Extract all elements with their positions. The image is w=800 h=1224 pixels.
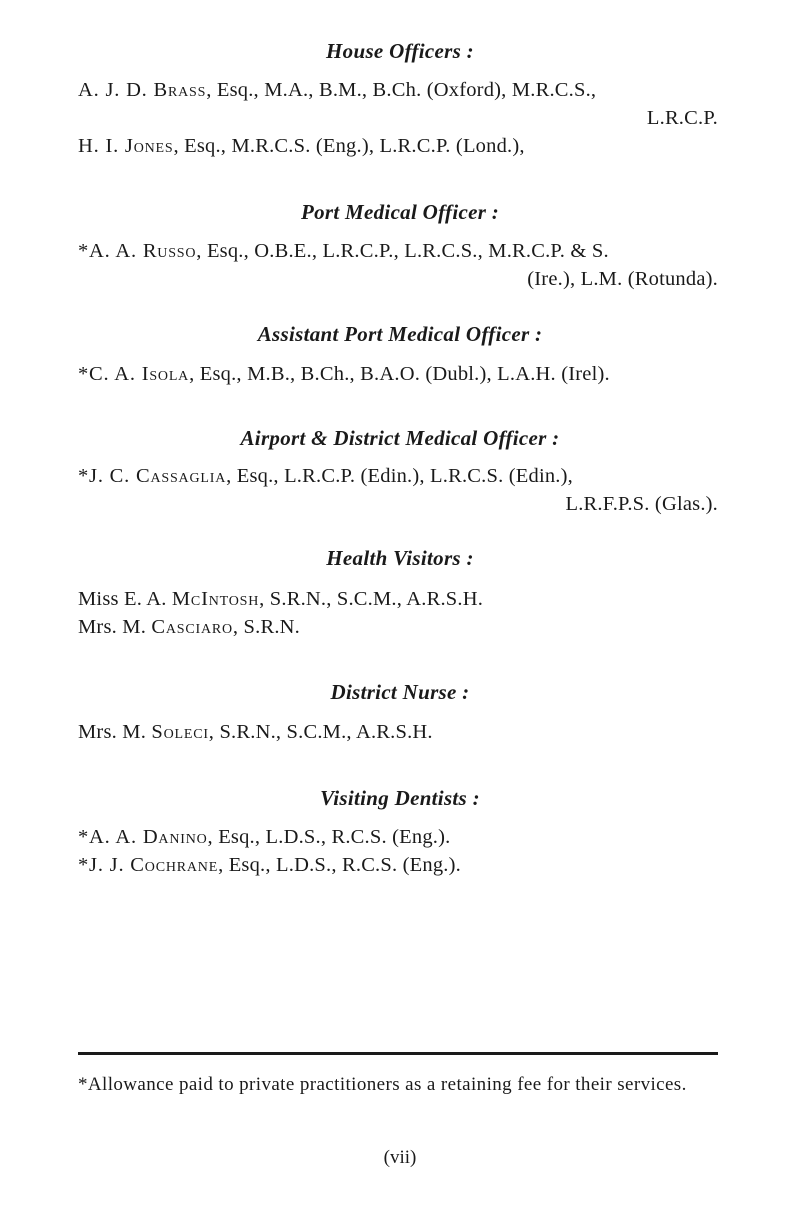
district-nurse-soleci [78, 721, 433, 744]
heading-airport-medical-officer: Airport & District Medical Officer : [240, 426, 560, 450]
person-name: Casciaro [151, 616, 233, 638]
house-officer-brass-continued: L.R.C.P. [646, 107, 718, 129]
person-qualifications: , S.R.N., S.C.M., A.R.S.H. [259, 588, 484, 610]
heading-port-medical-officer: Port Medical Officer : [300, 200, 500, 224]
person-name: McIntosh [171, 588, 260, 610]
dentist-qualifications: , Esq., L.D.S., R.C.S. (Eng.). [218, 854, 461, 876]
airport-medical-officer-cassaglia-continued: L.R.F.P.S. (Glas.). [565, 493, 718, 515]
officer-name: *A. A. Russo [78, 240, 197, 262]
page-number: (vii) [383, 1147, 417, 1168]
heading-assistant-port-medical-officer: Assistant Port Medical Officer : [257, 322, 543, 346]
officer-name: *J. C. Cassaglia [78, 465, 227, 487]
heading-district-nurse: District Nurse : [330, 680, 470, 704]
port-medical-officer-russo [78, 240, 609, 263]
dentist-name: *J. J. Cochrane [78, 854, 219, 876]
assistant-port-medical-officer-isola [78, 363, 610, 386]
visiting-dentist-cochrane [78, 854, 461, 877]
person-qualifications: , S.R.N., S.C.M., A.R.S.H. [208, 721, 433, 743]
officer-qualifications: , Esq., M.B., B.Ch., B.A.O. (Dubl.), L.A.H. (Irel). [189, 363, 610, 385]
officer-qualifications: , Esq., L.R.C.P. (Edin.), L.R.C.S. (Edin.), [226, 465, 573, 487]
airport-medical-officer-cassaglia [78, 465, 573, 488]
person-qualifications: , S.R.N. [232, 616, 301, 638]
house-officer-brass [78, 79, 596, 102]
footnote: *Allowance paid to private practitioners as a retaining fee for their services. [78, 1074, 687, 1095]
officer-qualifications: , Esq., M.R.C.S. (Eng.), L.R.C.P. (Lond.), [173, 135, 525, 157]
officer-name: *C. A. Isola [78, 363, 190, 385]
person-title: Mrs. M. [78, 721, 152, 743]
dentist-qualifications: , Esq., L.D.S., R.C.S. (Eng.). [207, 826, 451, 848]
person-name: Soleci [151, 721, 209, 743]
house-officer-jones [78, 135, 525, 158]
heading-health-visitors: Health Visitors : [326, 546, 474, 570]
health-visitor-mcintosh [78, 588, 483, 611]
visiting-dentist-danino [78, 826, 450, 849]
officer-qualifications: , Esq., M.A., B.M., B.Ch. (Oxford), M.R.C.S., [206, 79, 597, 101]
officer-name: A. J. D. Brass [78, 79, 207, 101]
dentist-name: *A. A. Danino [78, 826, 208, 848]
officer-name: H. I. Jones [78, 135, 174, 157]
health-visitor-casciaro [78, 616, 300, 639]
heading-visiting-dentists: Visiting Dentists : [320, 786, 480, 810]
footnote-divider [78, 1052, 718, 1055]
heading-house-officers: House Officers : [326, 39, 474, 63]
person-title: Miss E. A. [78, 588, 172, 610]
officer-qualifications: , Esq., O.B.E., L.R.C.P., L.R.C.S., M.R.C.P. & S. [196, 240, 609, 262]
person-title: Mrs. M. [78, 616, 152, 638]
port-medical-officer-russo-continued: (Ire.), L.M. (Rotunda). [527, 268, 718, 290]
